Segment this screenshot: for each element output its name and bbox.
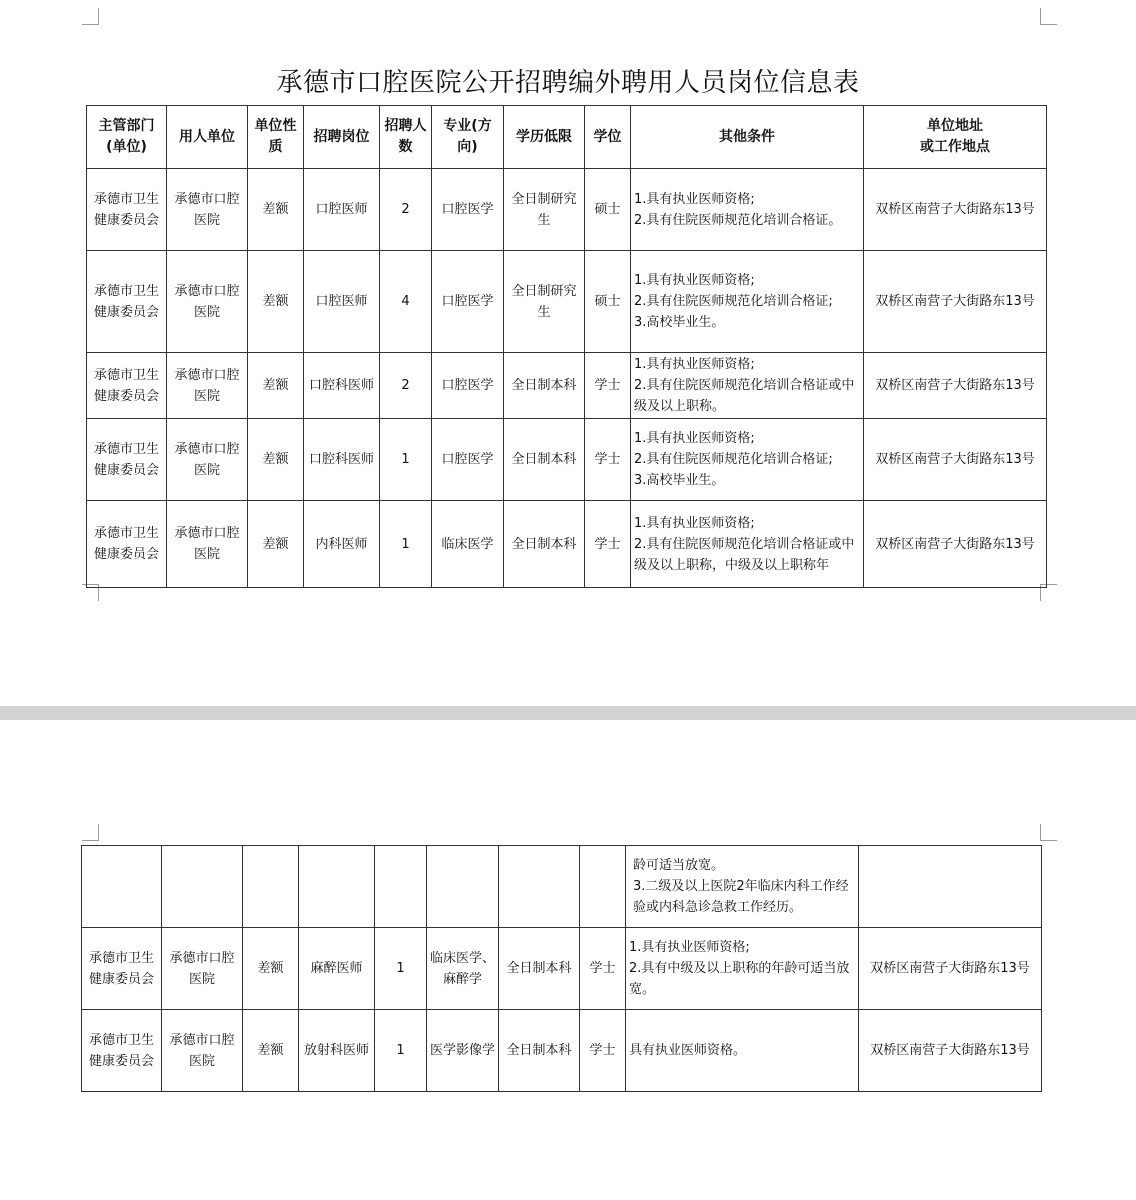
major-cell: 临床医学、麻醉学 <box>427 928 499 1010</box>
table-header-row <box>87 106 1047 169</box>
post-cell: 口腔科医师 <box>304 419 380 501</box>
education-cell: 全日制研究生 <box>504 251 585 353</box>
dept-cell: 承德市卫生健康委员会 <box>87 353 167 419</box>
document-page-2 <box>0 720 1136 1200</box>
post-cell: 麻醉医师 <box>299 928 375 1010</box>
conditions-continued: 龄可适当放宽。 3.二级及以上医院2年临床内科工作经验或内科急诊急救工作经历。 <box>626 846 859 928</box>
unit-cell: 承德市口腔医院 <box>167 353 248 419</box>
count-cell: 1 <box>380 501 432 588</box>
major-cell: 口腔医学 <box>432 251 504 353</box>
header-degree: 学位 <box>585 106 631 169</box>
page-title: 承德市口腔医院公开招聘编外聘用人员岗位信息表 <box>276 68 860 98</box>
table-row <box>82 1010 1042 1092</box>
address-cell: 双桥区南营子大街路东13号 <box>864 353 1047 419</box>
crop-mark <box>82 824 99 841</box>
nature-cell: 差额 <box>243 1010 299 1092</box>
nature-cell: 差额 <box>248 169 304 251</box>
table-row <box>87 251 1047 353</box>
positions-table <box>86 105 1047 588</box>
major-cell: 口腔医学 <box>432 169 504 251</box>
header-nature: 单位性质 <box>248 106 304 169</box>
degree-cell: 学士 <box>585 353 631 419</box>
degree-cell: 学士 <box>585 501 631 588</box>
post-cell: 口腔科医师 <box>304 353 380 419</box>
degree-cell: 硕士 <box>585 169 631 251</box>
header-dept: 主管部门(单位) <box>87 106 167 169</box>
page-separator <box>0 706 1136 720</box>
degree-cell: 硕士 <box>585 251 631 353</box>
dept-cell: 承德市卫生健康委员会 <box>82 928 162 1010</box>
dept-cell: 承德市卫生健康委员会 <box>82 1010 162 1092</box>
major-cell: 口腔医学 <box>432 353 504 419</box>
table-row <box>87 353 1047 419</box>
address-cell: 双桥区南营子大街路东13号 <box>864 419 1047 501</box>
conditions-cell: 1.具有执业医师资格; 2.具有住院医师规范化培训合格证。 <box>631 169 864 251</box>
education-cell: 全日制本科 <box>499 928 580 1010</box>
major-cell: 临床医学 <box>432 501 504 588</box>
unit-cell: 承德市口腔医院 <box>167 169 248 251</box>
count-cell: 1 <box>375 928 427 1010</box>
major-cell: 口腔医学 <box>432 419 504 501</box>
conditions-cell: 1.具有执业医师资格; 2.具有住院医师规范化培训合格证或中级及以上职称。 <box>631 353 864 419</box>
header-post: 招聘岗位 <box>304 106 380 169</box>
header-unit: 用人单位 <box>167 106 248 169</box>
address-cell: 双桥区南营子大街路东13号 <box>859 928 1042 1010</box>
dept-cell: 承德市卫生健康委员会 <box>87 169 167 251</box>
conditions-cell: 1.具有执业医师资格; 2.具有住院医师规范化培训合格证或中级及以上职称，中级及以上职称年 <box>631 501 864 588</box>
header-count: 招聘人数 <box>380 106 432 169</box>
header-major: 专业(方向) <box>432 106 504 169</box>
conditions-cell: 1.具有执业医师资格; 2.具有住院医师规范化培训合格证; 3.高校毕业生。 <box>631 419 864 501</box>
post-cell: 口腔医师 <box>304 169 380 251</box>
dept-cell: 承德市卫生健康委员会 <box>87 251 167 353</box>
crop-mark <box>82 8 99 25</box>
table-row <box>87 419 1047 501</box>
post-cell: 口腔医师 <box>304 251 380 353</box>
nature-cell: 差额 <box>248 251 304 353</box>
table-row <box>87 501 1047 588</box>
education-cell: 全日制研究生 <box>504 169 585 251</box>
count-cell: 4 <box>380 251 432 353</box>
post-cell: 内科医师 <box>304 501 380 588</box>
dept-cell: 承德市卫生健康委员会 <box>87 419 167 501</box>
count-cell: 2 <box>380 169 432 251</box>
unit-cell: 承德市口腔医院 <box>167 419 248 501</box>
crop-mark <box>1040 8 1057 25</box>
positions-table-continued <box>81 845 1042 1092</box>
table-row <box>87 169 1047 251</box>
crop-mark <box>1040 824 1057 841</box>
count-cell: 1 <box>375 1010 427 1092</box>
education-cell: 全日制本科 <box>504 501 585 588</box>
education-cell: 全日制本科 <box>504 353 585 419</box>
conditions-cell: 1.具有执业医师资格; 2.具有住院医师规范化培训合格证; 3.高校毕业生。 <box>631 251 864 353</box>
count-cell: 2 <box>380 353 432 419</box>
nature-cell: 差额 <box>243 928 299 1010</box>
degree-cell: 学士 <box>580 1010 626 1092</box>
nature-cell: 差额 <box>248 419 304 501</box>
dept-cell: 承德市卫生健康委员会 <box>87 501 167 588</box>
header-conditions: 其他条件 <box>631 106 864 169</box>
address-cell: 双桥区南营子大街路东13号 <box>864 251 1047 353</box>
count-cell: 1 <box>380 419 432 501</box>
unit-cell: 承德市口腔医院 <box>162 928 243 1010</box>
address-cell: 双桥区南营子大街路东13号 <box>864 501 1047 588</box>
header-address: 单位地址 或工作地点 <box>864 106 1047 169</box>
nature-cell: 差额 <box>248 353 304 419</box>
major-cell: 医学影像学 <box>427 1010 499 1092</box>
table-row-continuation <box>82 846 1042 928</box>
address-cell: 双桥区南营子大街路东13号 <box>864 169 1047 251</box>
unit-cell: 承德市口腔医院 <box>167 251 248 353</box>
unit-cell: 承德市口腔医院 <box>162 1010 243 1092</box>
education-cell: 全日制本科 <box>499 1010 580 1092</box>
conditions-cell: 1.具有执业医师资格; 2.具有中级及以上职称的年龄可适当放宽。 <box>626 928 859 1010</box>
degree-cell: 学士 <box>580 928 626 1010</box>
address-cell: 双桥区南营子大街路东13号 <box>859 1010 1042 1092</box>
nature-cell: 差额 <box>248 501 304 588</box>
unit-cell: 承德市口腔医院 <box>167 501 248 588</box>
table-row <box>82 928 1042 1010</box>
education-cell: 全日制本科 <box>504 419 585 501</box>
post-cell: 放射科医师 <box>299 1010 375 1092</box>
header-education: 学历低限 <box>504 106 585 169</box>
degree-cell: 学士 <box>585 419 631 501</box>
conditions-cell: 具有执业医师资格。 <box>626 1010 859 1092</box>
